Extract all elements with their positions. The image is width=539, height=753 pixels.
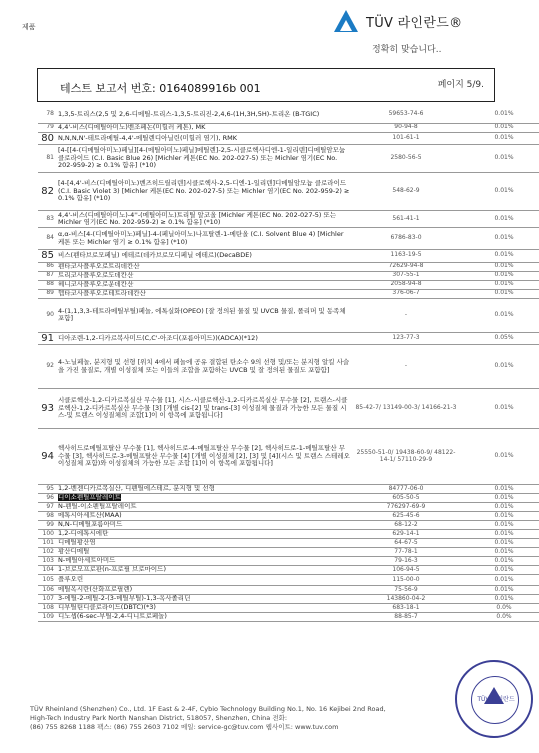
row-number: 83 [38, 211, 56, 228]
cas-number: 143860-04-2 [352, 595, 460, 604]
substance-name: [4-[4,4'-비스(디메틸아미노)벤즈히드릴리덴]시클로헥사-2,5-디엔-1-일리덴]디메틸암모늄 클로라이드 (C.I. Basic Violet 3) [Michler 케톤(EC No. 202-027-5) 또는 Michler 염기(EC No. 202-959-2) ≥ 0.1% 함유] (*10) [56, 173, 352, 211]
substance-name [56, 494, 352, 503]
table-row [38, 613, 539, 622]
cas-number: 25550-51-0/ 19438-60-9/ 48122-14-1/ 57110-29-9 [352, 429, 460, 485]
limit-value: 0.01% [460, 429, 539, 485]
cas-number: 72629-94-8 [352, 262, 460, 271]
row-number: 80 [38, 132, 56, 145]
limit-value: 0.01% [460, 271, 539, 280]
substance-name: 헥사히드로메틸프탈산 무수물 [1], 헥사히드로-4-메틸프탈산 무수물 [2], 헥사히드로-1-메틸프탈산 무수물 [3], 헥사히드로-3-메틸프탈산 무수물 [4] [개별 이성질체 [2], [3] 및 [4](시스 및 트랜스 스테레오 이성질체 포함)와 이성질체의 가능한 모든 조합 [1]이 이 항목에 포함됩니다] [56, 429, 352, 485]
substance-name: 1,2-디에톡시에탄 [56, 530, 352, 539]
row-number: 109 [38, 613, 56, 622]
substance-name: 1,3,5-트리스(2,5 및 2,6-디메틸-트리스-1,3,5-트리진-2,4,6-(1H,3H,5H)-트리온 (B-TGIC) [56, 107, 352, 123]
substance-name: 헵타코사플루오로테트라데칸산 [56, 289, 352, 298]
table-row [38, 429, 539, 485]
row-number: 81 [38, 145, 56, 173]
cas-number: - [352, 345, 460, 389]
row-number: 93 [38, 389, 56, 429]
row-number: 78 [38, 107, 56, 123]
table-row [38, 123, 539, 132]
report-number: 테스트 보고서 번호: 0164089916b 001 [60, 82, 261, 95]
cas-number: 84777-06-0 [352, 485, 460, 494]
row-number: 84 [38, 228, 56, 250]
row-number: 82 [38, 173, 56, 211]
footer-line-2: High-Tech Industry Park North Nanshan District, 518057, Shenzhen, China 전화: [30, 713, 288, 722]
table-row [38, 575, 539, 586]
substance-name: 4-노닐페놀, 분지형 및 선형 [위치 4에서 페놀에 공유 결합된 탄소수 9의 선형 및/또는 분지형 알킬 사슬을 가진 물질로, 개별 이성질체 또는 이들의 조합을 포함하는 UVCB 및 잘 정의된 물질도 포함함] [56, 345, 352, 389]
table-row [38, 298, 539, 332]
table-row [38, 503, 539, 512]
substance-name: 메톡시아세트산(MAA) [56, 512, 352, 521]
substance-name: 펜타코사플루오로트리데칸산 [56, 262, 352, 271]
cas-number: 376-06-7 [352, 289, 460, 298]
limit-value: 0.01% [460, 280, 539, 289]
row-number: 89 [38, 289, 56, 298]
substance-name: 4,4'-비스(디메틸아미노)벤조페논(미힐러 케톤), MK [56, 123, 352, 132]
row-number: 104 [38, 566, 56, 575]
cas-number: 548-62-9 [352, 173, 460, 211]
tuv-triangle-inner [340, 20, 352, 31]
substance-name: 디노셉(6-sec-부틸-2,4-디니트로페놀) [56, 613, 352, 622]
row-number: 105 [38, 575, 56, 586]
table-row [38, 586, 539, 595]
table-row [38, 107, 539, 123]
cas-number: 79-16-3 [352, 557, 460, 566]
row-number: 79 [38, 123, 56, 132]
substance-name: 디부틸틴디클로라이드(DBTC)(*3) [56, 604, 352, 613]
table-row [38, 604, 539, 613]
footer-line-1: TÜV Rheinland (Shenzhen) Co., Ltd. 1F East & 2-4F, Cybio Technology Building No.1, No. 16 Kejibei 2nd Road, [30, 705, 386, 713]
row-number: 87 [38, 271, 56, 280]
cas-number: 106-94-5 [352, 566, 460, 575]
limit-value: 0.01% [460, 132, 539, 145]
limit-value: 0.01% [460, 530, 539, 539]
substance-table [38, 107, 539, 622]
substance-name: α,α-비스[4-(디메틸아미노)페닐]-4-(페닐아미노)나프탈렌-1-메탄올 (C.I. Solvent Blue 4) [Michler 케톤 또는 Michler 염기 ≥ 0.1% 함유] (*10) [56, 228, 352, 250]
substance-name: 헤니코사플루오로운데칸산 [56, 280, 352, 289]
table-row [38, 228, 539, 250]
substance-name: 3-에틸-2-메틸-2-(3-메틸부틸)-1,3-옥사졸리딘 [56, 595, 352, 604]
limit-value: 0.01% [460, 123, 539, 132]
limit-value: 0.0% [460, 604, 539, 613]
brand-name: TÜV 라인란드® [366, 16, 463, 31]
cas-number: 307-55-1 [352, 271, 460, 280]
limit-value: 0.01% [460, 539, 539, 548]
stamp-text: TÜV 라인란드 [477, 696, 515, 703]
cas-number: 776297-69-9 [352, 503, 460, 512]
row-number: 90 [38, 298, 56, 332]
substance-name: 디메틸황산염 [56, 539, 352, 548]
limit-value: 0.01% [460, 145, 539, 173]
table-row [38, 494, 539, 503]
cas-number: 625-45-6 [352, 512, 460, 521]
cas-number: 6786-83-0 [352, 228, 460, 250]
row-number: 102 [38, 548, 56, 557]
substance-name: 메틸옥시란(산화프로필렌) [56, 586, 352, 595]
substance-name: 황산디메틸 [56, 548, 352, 557]
table-row [38, 250, 539, 263]
limit-value: 0.01% [460, 345, 539, 389]
row-number: 106 [38, 586, 56, 595]
table-row [38, 512, 539, 521]
cas-number: 2580-56-5 [352, 145, 460, 173]
limit-value: 0.01% [460, 289, 539, 298]
cas-number: 629-14-1 [352, 530, 460, 539]
substance-name: N-메틸아세트아미드 [56, 557, 352, 566]
table-row [38, 389, 539, 429]
cas-number: 77-78-1 [352, 548, 460, 557]
cas-number: 115-00-0 [352, 575, 460, 586]
table-row [38, 289, 539, 298]
product-label: 제품 [22, 23, 36, 31]
limit-value: 0.0% [460, 613, 539, 622]
limit-value: 0.01% [460, 485, 539, 494]
limit-value: 0.01% [460, 586, 539, 595]
row-number: 88 [38, 280, 56, 289]
substance-name: 비스(펜타브로모페닐) 에테르(데카브로모디페닐 에테르)(DecaBDE) [56, 250, 352, 263]
substance-name: 4,4'-비스(디메틸아미노)-4''-(메틸아미노)트리틸 알코올 [Michler 케톤(EC No. 202-027-5) 또는 Michler 염기(EC No. 202-959-2) ≥ 0.1% 함유] (*10) [56, 211, 352, 228]
cas-number: 90-94-8 [352, 123, 460, 132]
table-row [38, 345, 539, 389]
limit-value: 0.01% [460, 228, 539, 250]
table-row [38, 332, 539, 345]
table-row [38, 557, 539, 566]
limit-value: 0.01% [460, 250, 539, 263]
row-number: 95 [38, 485, 56, 494]
footer-line-3: (86) 755 8268 1188 팩스: (86) 755 2603 7102 메일: service-gc@tuv.com 웹사이트: www.tuv.com [30, 722, 339, 731]
table-row [38, 521, 539, 530]
cas-number: 85-42-7/ 13149-00-3/ 14166-21-3 [352, 389, 460, 429]
cas-number: 88-85-7 [352, 613, 460, 622]
table-row [38, 132, 539, 145]
cas-number: 101-61-1 [352, 132, 460, 145]
substance-name: N,N,N,N'-테트라메틸-4,4'-메틸렌디아닐린(미힐러 염기), RMK [56, 132, 352, 145]
row-number: 91 [38, 332, 56, 345]
cas-number: 2058-94-8 [352, 280, 460, 289]
limit-value: 0.01% [460, 298, 539, 332]
cas-number: - [352, 298, 460, 332]
table-row [38, 211, 539, 228]
cas-number: 561-41-1 [352, 211, 460, 228]
cas-number: 683-18-1 [352, 604, 460, 613]
limit-value: 0.01% [460, 566, 539, 575]
table-row [38, 485, 539, 494]
substance-table-body [38, 107, 539, 622]
limit-value: 0.01% [460, 557, 539, 566]
row-number: 99 [38, 521, 56, 530]
page-number: 페이지 5/9. [437, 80, 484, 90]
limit-value: 0.01% [460, 512, 539, 521]
limit-value: 0.05% [460, 332, 539, 345]
limit-value: 0.01% [460, 575, 539, 586]
row-number: 86 [38, 262, 56, 271]
substance-name: 1-브로모프로판(n-프로필 브로마이드) [56, 566, 352, 575]
company-stamp [455, 660, 533, 738]
limit-value: 0.01% [460, 107, 539, 123]
row-number: 103 [38, 557, 56, 566]
substance-name: [4-[[4-(디메틸아미노)페닐][4-(메틸아미노)페닐]메틸렌]-2,5-시클로헥사디엔-1-일리덴]디메틸암모늄 클로라이드 (C.I. Basic Blue 26) [Michler 케톤(EC No. 202-027-5) 또는 Michler 염기(EC No. 202-959-2) ≥ 0.1% 함유] (*10) [56, 145, 352, 173]
row-number: 96 [38, 494, 56, 503]
cas-number: 64-67-5 [352, 539, 460, 548]
table-row [38, 548, 539, 557]
substance-name: 트리코사플루오로도데칸산 [56, 271, 352, 280]
cas-number: 605-50-5 [352, 494, 460, 503]
table-row [38, 530, 539, 539]
row-number: 100 [38, 530, 56, 539]
cas-number: 59653-74-6 [352, 107, 460, 123]
substance-name: 1,2-벤젠디카르복실산, 디펜틸에스테르, 분지형 및 선형 [56, 485, 352, 494]
limit-value: 0.01% [460, 262, 539, 271]
limit-value: 0.01% [460, 389, 539, 429]
limit-value: 0.01% [460, 521, 539, 530]
highlighted-substance: 디이소펜틸프탈레이트 [58, 493, 121, 502]
cas-number: 75-56-9 [352, 586, 460, 595]
table-row [38, 595, 539, 604]
limit-value: 0.01% [460, 548, 539, 557]
table-row [38, 262, 539, 271]
cas-number: 1163-19-5 [352, 250, 460, 263]
limit-value: 0.01% [460, 211, 539, 228]
tuv-logo [332, 10, 532, 56]
row-number: 85 [38, 250, 56, 263]
table-row [38, 173, 539, 211]
table-row [38, 280, 539, 289]
substance-name: 4-(1,1,3,3-테트라메틸부틸)페놀, 에톡실화(OPEO) [잘 정의된 물질 및 UVCB 물질, 폴리머 및 동족체 포함] [56, 298, 352, 332]
limit-value: 0.01% [460, 173, 539, 211]
row-number: 107 [38, 595, 56, 604]
substance-name: 디아조렌-1,2-디카르복사미드(C,C'-아조디(포름아미드))(ADCA)(*12) [56, 332, 352, 345]
brand-tagline: 정확히 맞습니다.. [372, 45, 442, 55]
table-row [38, 145, 539, 173]
substance-name: N-펜틸-이소펜틸프탈레이트 [56, 503, 352, 512]
row-number: 94 [38, 429, 56, 485]
row-number: 97 [38, 503, 56, 512]
row-number: 108 [38, 604, 56, 613]
substance-name: 플루오린 [56, 575, 352, 586]
limit-value: 0.01% [460, 503, 539, 512]
row-number: 92 [38, 345, 56, 389]
report-header [37, 68, 495, 102]
cas-number: 68-12-2 [352, 521, 460, 530]
row-number: 98 [38, 512, 56, 521]
limit-value: 0.01% [460, 595, 539, 604]
footer [30, 705, 500, 731]
limit-value: 0.01% [460, 494, 539, 503]
table-row [38, 271, 539, 280]
table-row [38, 566, 539, 575]
table-row [38, 539, 539, 548]
substance-name: N,N-디메틸포름아미드 [56, 521, 352, 530]
cas-number: 123-77-3 [352, 332, 460, 345]
substance-name: 시클로헥산-1,2-디카르복실산 무수물 [1], 시스-시클로헥산-1,2-디카르복실산 무수물 [2], 트랜스-시클로헥산-1,2-디카르복실산 무수물 [3] [개별 cis-[2] 및 trans-[3] 이성질체 물질과 가능한 모든 물질 시스-및 트랜스 이성질체의 조합[1]이 이 항목에 포함됩니다] [56, 389, 352, 429]
row-number: 101 [38, 539, 56, 548]
